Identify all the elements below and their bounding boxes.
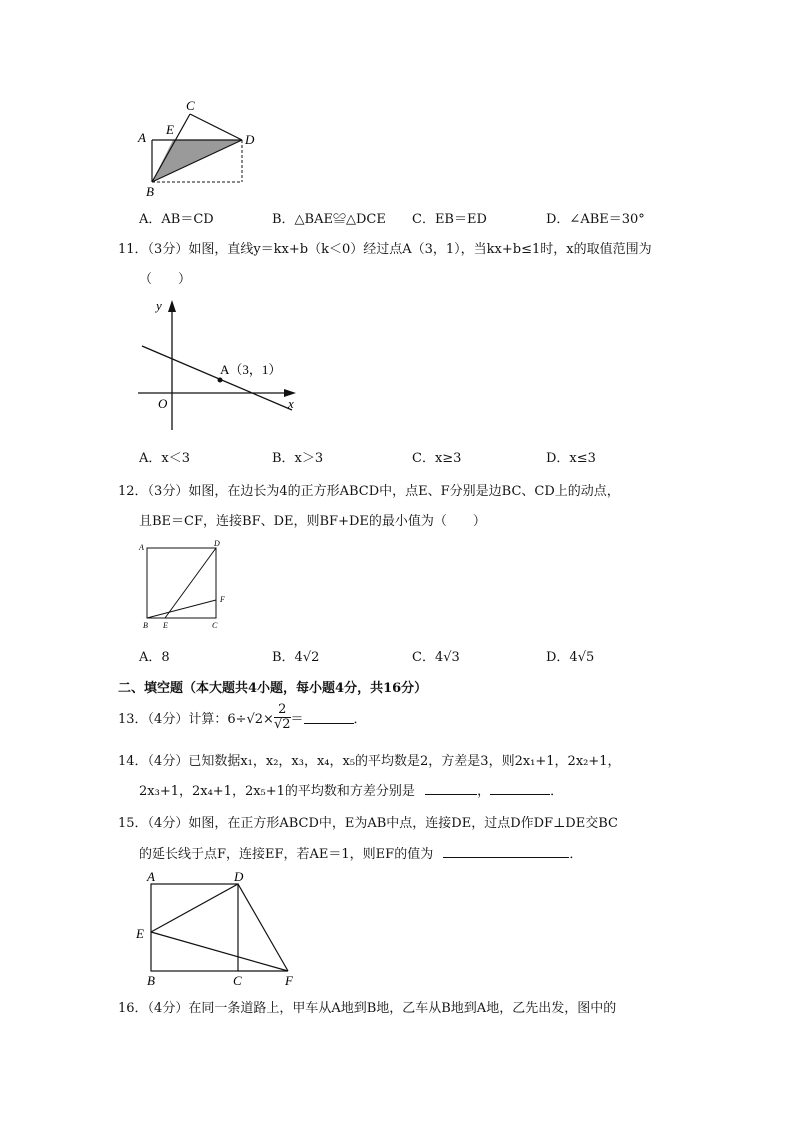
q11-line1: 11．（3分）如图，直线y＝kx+b（k＜0）经过点A（3，1），当kx+b≤1时，x的取值范围为 (118, 242, 652, 257)
q14-answer-blank-mean[interactable] (425, 782, 477, 795)
q10-option-a[interactable]: A．AB＝CD (139, 212, 214, 227)
q14-end: ． (550, 784, 564, 799)
label-b: B (147, 973, 155, 988)
label-e: E (166, 122, 174, 137)
q15-figure (134, 866, 304, 988)
label-c: C (186, 98, 195, 113)
segment-df (238, 884, 288, 971)
q10-figure (132, 96, 272, 200)
label-f: F (220, 595, 225, 604)
label-b: B (146, 184, 154, 199)
q11-option-c[interactable]: C．x≥3 (412, 451, 462, 466)
q13-prefix: 13．（4分）计算：6÷√2× (118, 711, 274, 727)
q12-option-c[interactable]: C．4√3 (412, 650, 460, 665)
q11-line2: （ ） (139, 272, 192, 287)
q11-option-d[interactable]: D．x≤3 (546, 451, 596, 466)
q12-line2: 且BE＝CF，连接BF、DE，则BF+DE的最小值为（ ） (139, 514, 486, 529)
q15-end: ． (569, 847, 583, 862)
label-b: B (143, 621, 148, 630)
q12-options (0, 646, 794, 664)
label-d: D (234, 869, 244, 884)
point-a-label: A（3，1） (220, 362, 282, 377)
label-d: D (214, 539, 220, 548)
q10-option-d[interactable]: D．∠ABE＝30° (546, 212, 645, 227)
q12-option-d[interactable]: D．4√5 (546, 650, 595, 665)
q14-sep: ， (477, 784, 491, 799)
q15-answer-blank[interactable] (443, 845, 569, 858)
square-abcd (147, 548, 216, 618)
label-e: E (163, 621, 168, 630)
q16-line1: 16．（4分）在同一条道路上，甲车从A地到B地，乙车从B地到A地，乙先出发，图中的 (118, 1001, 617, 1016)
q14-line2 (139, 780, 563, 799)
q15-line2-text: 的延长线于点F，连接EF，若AE＝1，则EF的值为 (139, 847, 434, 862)
label-c: C (233, 973, 242, 988)
q13 (118, 702, 367, 732)
point-a (218, 378, 223, 383)
segment-de (165, 548, 216, 618)
label-a: A (147, 869, 155, 884)
label-d: D (245, 132, 255, 147)
q12-figure (136, 538, 236, 632)
y-axis-arrow (168, 300, 176, 312)
q11-options (0, 447, 794, 465)
q11-option-b[interactable]: B．x＞3 (272, 451, 324, 466)
q12-option-a[interactable]: A．8 (139, 650, 170, 665)
segment-ef (151, 932, 288, 971)
label-c: C (212, 621, 218, 630)
q10-option-c[interactable]: C．EB＝ED (412, 212, 487, 227)
x-axis-label: x (288, 396, 294, 411)
q12-line1: 12．（3分）如图，在边长为4的正方形ABCD中，点E、F分别是边BC、CD上的动点， (118, 484, 620, 499)
q15-line1: 15．（4分）如图，在正方形ABCD中，E为AB中点，连接DE，过点D作DF⊥DE交BC (118, 816, 618, 831)
q13-fraction (274, 703, 291, 732)
section-2-title: 二、填空题（本大题共4小题，每小题4分，共16分） (118, 681, 428, 696)
q15-line2 (139, 843, 582, 862)
y-axis-label: y (156, 298, 162, 313)
q13-frac-numerator: 2 (274, 703, 291, 718)
q11-figure (132, 292, 307, 432)
q10-option-b[interactable]: B．△BAE≌△DCE (272, 212, 386, 227)
label-a: A (138, 130, 146, 145)
q14-line1: 14．（4分）已知数据x₁，x₂，x₃，x₄，x₅的平均数是2，方差是3，则2x₁+1，2x₂+1， (118, 754, 621, 769)
q12-option-b[interactable]: B．4√2 (272, 650, 320, 665)
q13-end: ． (353, 711, 367, 727)
q11-option-a[interactable]: A．x＜3 (139, 451, 190, 466)
segment-cd (190, 114, 242, 140)
q10-options (0, 208, 794, 226)
label-a: A (139, 543, 144, 552)
label-f: F (285, 973, 293, 988)
q14-line2-text: 2x₃+1，2x₄+1，2x₅+1的平均数和方差分别是 (139, 784, 415, 799)
q13-answer-blank[interactable] (304, 711, 354, 724)
square-abcd (151, 884, 238, 971)
q13-equals: ＝ (290, 711, 304, 727)
segment-bf (147, 600, 216, 618)
q13-frac-denominator: √2 (273, 716, 291, 732)
segment-de (151, 884, 238, 932)
q14-answer-blank-variance[interactable] (490, 782, 550, 795)
origin-label: O (158, 396, 168, 411)
label-e: E (136, 926, 144, 941)
